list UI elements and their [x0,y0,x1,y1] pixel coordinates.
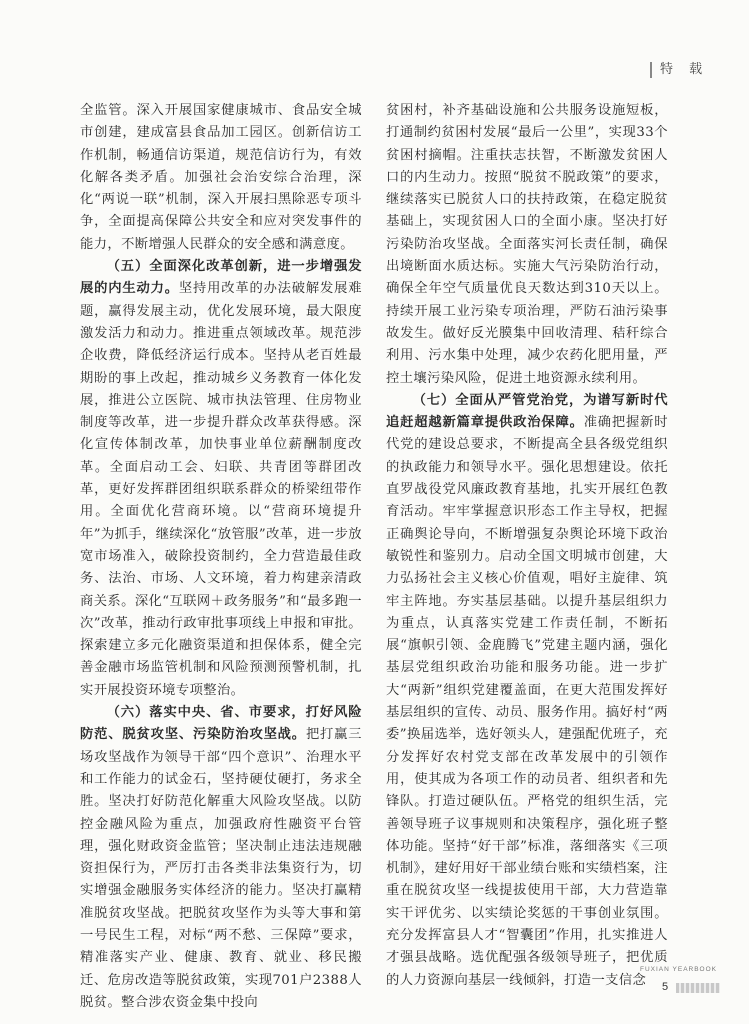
paragraph [80,256,362,702]
section-heading: （五）全面深化改革创新，进一步增强发展的内生动力。 [80,259,362,297]
paragraph: 全监管。深入开展国家健康城市、食品安全城市创建，建成富县食品加工园区。创新信访工作机制，畅通信访渠道，规范信访行为，有效化解各类矛盾。加强社会治安综合治理，深化“两说一联”机制，深入开展扫黑除恶专项斗争，全面提高保障公共安全和应对突发事件的能力，不断增强人民群众的安全感和满意度。 [80,103,362,252]
paragraph [386,390,668,992]
page-number: 5 [662,981,669,993]
section-heading: （七）全面从严管党治党，为谱写新时代追赶超越新篇章提供政治保障。 [386,392,668,431]
right-column [386,100,668,992]
section-heading: （六）落实中央、省、市要求，打好风险防范、脱贫攻坚、污染防治攻坚战。 [80,705,362,743]
footer-decoration [676,983,720,993]
section-header: 特 载 [650,62,708,78]
paragraph: 贫困村，补齐基础设施和公共服务设施短板，打通制约贫困村发展“最后一公里”，实现33个贫困村摘帽。注重扶志扶智，不断激发贫困人口的内生动力。按照“脱贫不脱政策”的要求，继续落实已脱贫人口的扶持政策，在稳定脱贫基础上，实现贫困人口的全面小康。坚决打好污染防治攻坚战。全面落实河长责任制，确保出境断面水质达标。实施大气污染防治行动，确保全年空气质量优良天数达到310天以上。持续开展工业污染专项治理，严防石油污染事故发生。做好反光膜集中回收清理、秸秆综合利用、污水集中处理，减少农药化肥用量，严控土壤污染风险，促进土地资源永续利用。 [386,103,668,386]
left-column [80,100,362,1014]
paragraph-body: 准确把握新时代党的建设总要求，不断提高全县各级党组织的执政能力和领导水平。强化思想建设。依托直罗战役党风廉政教育基地，扎实开展红色教育活动。牢牢掌握意识形态工作主导权，把握正确舆论导向，不断增强复杂舆论环境下政治敏锐性和鉴别力。启动全国文明城市创建，大力弘扬社会主义核心价值观，唱好主旋律、筑牢主阵地。夯实基层基础。以提升基层组织力为重点，认真落实党建工作责任制，不断拓展“旗帜引领、金鹿腾飞”党建主题内涵，强化基层党组织政治功能和服务功能。进一步扩大“两新”组织党建覆盖面，在更大范围发挥好基层组织的宣传、动员、服务作用。搞好村“两委”换届选举，选好领头人，建强配优班子，充分发挥好农村党支部在改革发展中的引领作用，使其成为各项工作的动员者、组织者和先锋队。打造过硬队伍。严格党的组织生活，完善领导班子议事规则和决策程序，强化班子整体功能。坚持“好干部”标准，落细落实《三项机制》，建好用好干部业绩台账和实绩档案，注重在脱贫攻坚一线提拔使用干部，大力营造靠实干评优劣、以实绩论奖惩的干事创业氛围。充分发挥富县人才“智囊团”作用，扎实推进人才强县战略。选优配强各级领导班子，把优质的人力资源向基层一线倾斜，打造一支信念 [386,415,668,988]
paragraph [80,702,362,1014]
paragraph-body: 坚持用改革的办法破解发展难题，赢得发展主动，优化发展环境，最大限度激发活力和动力。推进重点领域改革。规范涉企收费，降低经济运行成本。坚持从老百姓最期盼的事上改起，推动城乡义务教育一体化发展，推进公立医院、城市执法管理、住房物业制度等改革，进一步提升群众改革获得感。深化宣传体制改革，加快事业单位薪酬制度改革。全面启动工会、妇联、共青团等群团改革，更好发挥群团组织联系群众的桥梁纽带作用。全面优化营商环境。以“营商环境提升年”为抓手，继续深化“放管服”改革，进一步放宽市场准入，破除投资制约，全力营造最佳政务、法治、市场、人文环境，着力构建亲清政商关系。深化“互联网＋政务服务”和“最多跑一次”改革，推动行政审批事项线上申报和审批。探索建立多元化融资渠道和担保体系，健全完善金融市场监管机制和风险预测预警机制，扎实开展投资环境专项整治。 [80,281,362,698]
paragraph-body: 把打赢三场攻坚战作为领导干部“四个意识”、治理水平和工作能力的试金石，坚持硬仗硬打，务求全胜。坚决打好防范化解重大风险攻坚战。以防控金融风险为重点，加强政府性融资平台管理，强化财政资金监管；坚决制止违法违规融资担保行为，严厉打击各类非法集资行为，切实增强金融服务实体经济的能力。坚决打赢精准脱贫攻坚战。把脱贫攻坚作为头等大事和第一号民生工程，对标“两不愁、三保障”要求，精准落实产业、健康、教育、就业、移民搬迁、危房改造等脱贫政策，实现701户2388人脱贫。整合涉农资金集中投向 [80,727,362,1010]
journal-footer: FUXIAN YEARBOOK [640,966,718,973]
